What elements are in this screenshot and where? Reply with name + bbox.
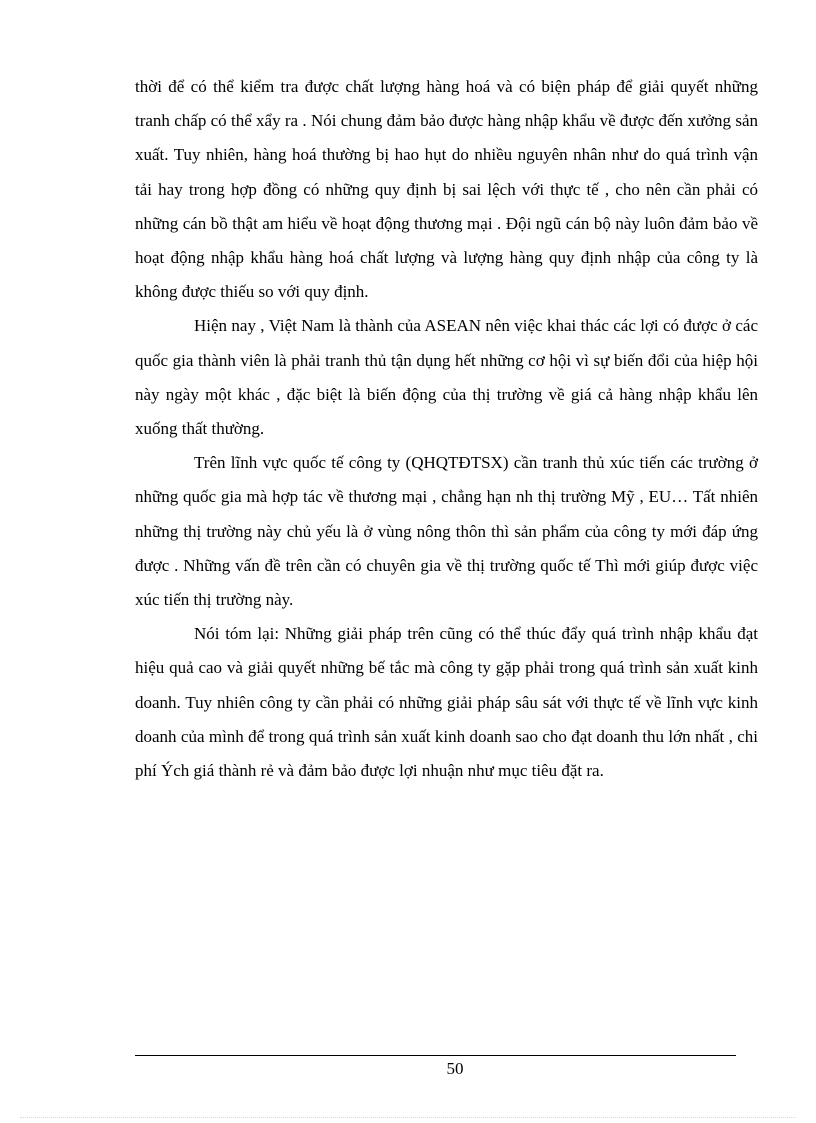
footer-divider bbox=[135, 1055, 736, 1056]
page-bottom-border bbox=[20, 1117, 796, 1118]
page-number: 50 bbox=[446, 1059, 464, 1078]
paragraph-conclusion: Nói tóm lại: Những giải pháp trên cũng có thể thúc đẩy quá trình nhập khẩu đạt hiệu quả cao và giải quyết những bế tắc mà công ty gặp phải trong quá trình sản xuất kinh doanh. Tuy nhiên công ty cần phải có những giải pháp sâu sát với thực tế về lĩnh vực kinh doanh của mình để trong quá trình sản xuất kinh doanh sao cho đạt doanh thu lớn nhất , chi phí Ých giá thành rẻ và đảm bảo được lợi nhuận như mục tiêu đặt ra. bbox=[135, 624, 758, 781]
paragraph-asean: Hiện nay , Việt Nam là thành của ASEAN nên việc khai thác các lợi có được ở các quốc gia thành viên là phải tranh thủ tận dụng hết những cơ hội vì sự biến đổi của hiệp hội này ngày một khác , đặc biệt là biến động của thị trường về giá cả hàng nhập khẩu lên xuống thất thường. bbox=[135, 316, 758, 439]
paragraph-international-market: Trên lĩnh vực quốc tế công ty (QHQTĐTSX) cần tranh thủ xúc tiến các trường ở những quốc gia mà hợp tác về thương mại , chẳng hạn nh thị trường Mỹ , EU… Tất nhiên những thị trường này chủ yếu là ở vùng nông thôn thì sản phẩm của công ty mới đáp ứng được . Những vấn đề trên cần có chuyên gia về thị trường quốc tế Thì mới giúp được việc xúc tiến thị trường này. bbox=[135, 453, 758, 610]
document-body bbox=[135, 70, 758, 788]
paragraph-continuation: thời để có thể kiểm tra được chất lượng hàng hoá và có biện pháp để giải quyết những tranh chấp có thể xẩy ra . Nói chung đảm bảo được hàng nhập khẩu về được đến xưởng sản xuất. Tuy nhiên, hàng hoá thường bị hao hụt do nhiều nguyên nhân như do quá trình vận tải hay trong hợp đồng có những quy định bị sai lệch với thực tế , cho nên cần phải có những cán bồ thật am hiểu về hoạt động thương mại . Đội ngũ cán bộ này luôn đảm bảo về hoạt động nhập khẩu hàng hoá chất lượng và lượng hàng quy định nhập của công ty là không được thiếu so với quy định. bbox=[135, 77, 758, 302]
